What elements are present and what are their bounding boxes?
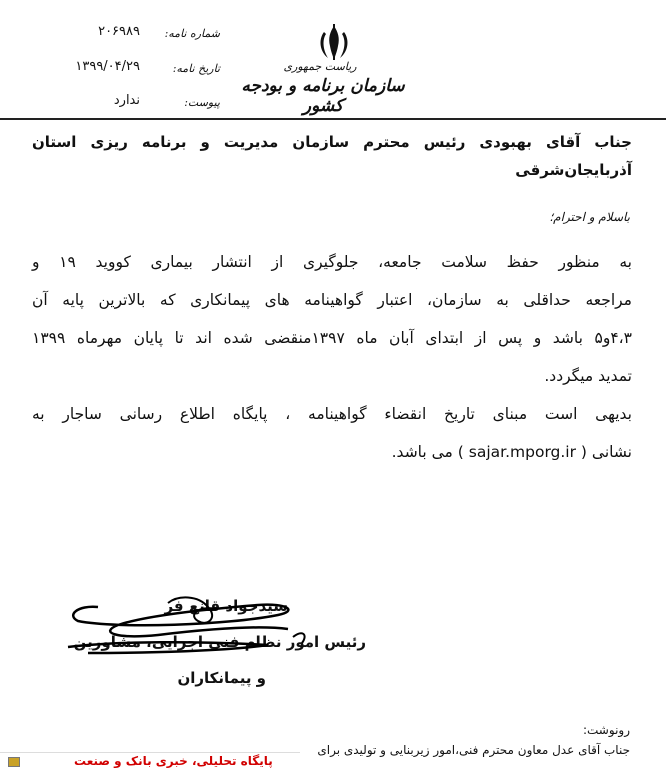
cc-recipient-line: جناب آقای عدل معاون محترم فنی،امور زیربنایی و تولیدی برای bbox=[317, 743, 630, 757]
body-p2-line-2: نشانی ( sajar.mporg.ir ) می باشد. bbox=[391, 443, 632, 461]
handwritten-signature bbox=[58, 585, 358, 670]
body-p1-line-3: ۴،۳و۵ باشد و پس از ابتدای آبان ماه ۱۳۹۷منقضی شده اند تا پایان مهرماه ۱۳۹۹ bbox=[32, 329, 632, 347]
presidency-label: ریاست جمهوری bbox=[283, 60, 357, 73]
letter-date-value: ۱۳۹۹/۰۴/۲۹ bbox=[75, 59, 140, 74]
letter-number-label: شماره نامه: bbox=[164, 27, 220, 40]
flag-icon bbox=[8, 757, 20, 767]
addressee-line-1: جناب آقای بهبودی رئیس محترم سازمان مدیریت و برنامه ریزی استان bbox=[32, 133, 632, 151]
letter-number-value: ۲۰۶۹۸۹ bbox=[98, 24, 140, 39]
addressee-line-2: آذربایجان‌شرقی bbox=[515, 161, 632, 179]
attachment-label: پیوست: bbox=[184, 96, 220, 109]
watermark-text: پایگاه تحلیلی، خبری بانک و صنعت bbox=[74, 754, 273, 768]
salutation: باسلام و احترام؛ bbox=[549, 210, 630, 224]
body-p1-line-2: مراجعه حداقلی به سازمان، اعتبار گواهینامه های پیمانکاری که بالاترین پایه آن bbox=[32, 291, 632, 309]
attachment-value: ندارد bbox=[113, 93, 140, 108]
body-p1-line-4: تمدید میگردد. bbox=[544, 367, 632, 385]
signer-title-line-2: و پیمانکاران bbox=[177, 669, 266, 687]
cc-label: رونوشت: bbox=[582, 723, 630, 737]
header-divider bbox=[0, 118, 666, 120]
signer-title-line-1: رئیس امور نظام فنی اجرایی، مشاورین bbox=[73, 633, 366, 651]
body-p2-line-1: بدیهی است مبنای تاریخ انقضاء گواهینامه ، پایگاه اطلاع رسانی ساجار به bbox=[32, 405, 632, 423]
organization-name: سازمان برنامه و بودجه کشور bbox=[241, 76, 405, 116]
iran-emblem-icon bbox=[312, 22, 356, 62]
letter-date-label: تاریخ نامه: bbox=[172, 62, 220, 75]
body-p1-line-1: به منظور حفظ سلامت جامعه، جلوگیری از انتشار بیماری کووید ۱۹ و bbox=[32, 253, 632, 271]
signer-name: سیدجواد قانع فر bbox=[164, 597, 288, 615]
